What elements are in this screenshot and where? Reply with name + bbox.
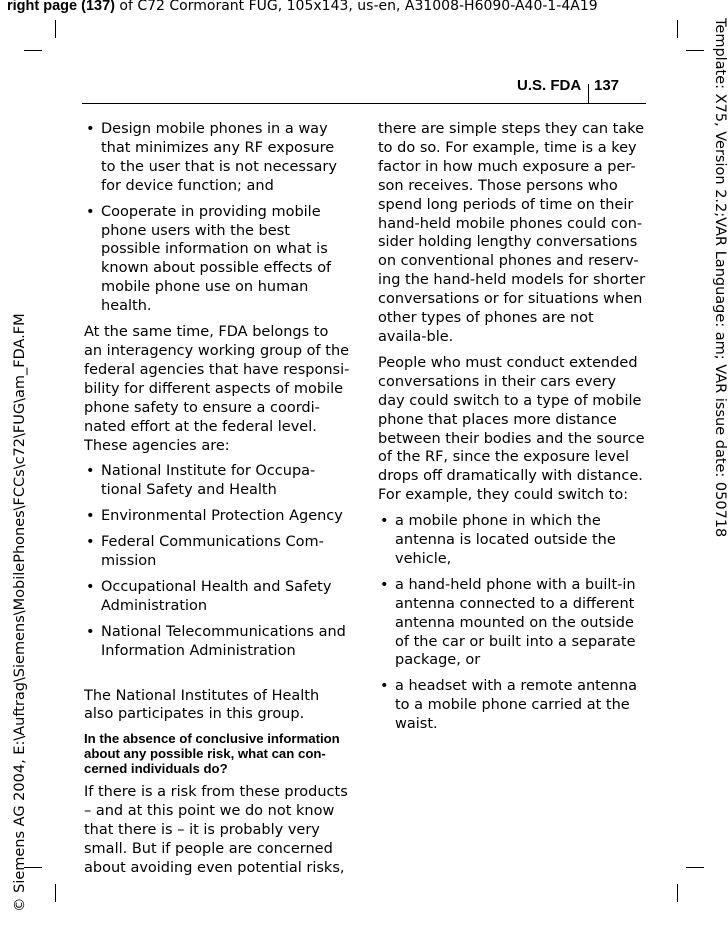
list-item — [84, 203, 350, 316]
list-item-text: National Institute for Occupa-tional Safety and Health — [101, 463, 316, 499]
list-item — [378, 512, 646, 569]
list-item-text: a mobile phone in which the antenna is located outside the vehicle, — [395, 513, 616, 567]
list-item — [84, 578, 350, 616]
list-item — [84, 120, 350, 196]
text-column-right — [378, 120, 646, 741]
paragraph: At the same time, FDA belongs to an interagency working group of the federal agencies that have responsi-bility for different aspects of mobile phone safety to ensure a coordi-nated effort at the federal level. These agencies are: — [84, 324, 350, 454]
list-item — [84, 533, 350, 571]
bullet-icon: • — [86, 508, 95, 525]
list-item-text: Occupational Health and Safety Administration — [101, 578, 332, 614]
bullet-list — [84, 462, 350, 660]
section-title: U.S. FDA — [517, 77, 582, 94]
bullet-icon: • — [86, 121, 95, 137]
text-column-left — [84, 120, 350, 885]
list-item-text: a hand-held phone with a built-in antenna connected to a different antenna mounted on the outside of the car or built into a separate package, or — [395, 576, 636, 669]
list-item-text: Design mobile phones in a way that minimizes any RF exposure to the user that is not necessary for device function; and — [101, 121, 337, 194]
bullet-icon: • — [86, 463, 95, 480]
header-divider — [588, 84, 589, 103]
print-job-line — [7, 0, 598, 14]
bullet-list — [378, 512, 646, 734]
bullet-icon: • — [86, 578, 95, 595]
crop-mark — [55, 20, 56, 38]
question-heading: In the absence of conclusive information about any possible risk, what can con-cerned individuals do? — [84, 731, 340, 777]
bullet-icon: • — [380, 678, 389, 695]
crop-mark — [677, 20, 678, 38]
bullet-icon: • — [380, 576, 389, 593]
paragraph: The National Institutes of Health also participates in this group. — [84, 687, 320, 723]
list-item — [84, 462, 350, 500]
bullet-icon: • — [86, 534, 95, 551]
crop-mark — [677, 884, 678, 902]
list-item-text: Environmental Protection Agency — [101, 508, 343, 525]
bullet-icon: • — [86, 623, 95, 640]
paragraph: If there is a risk from these products – and at this point we do not know that there is – it is probably very small. But if people are concerned about avoiding even potential risks, — [84, 784, 348, 876]
crop-mark — [24, 50, 42, 51]
paragraph: there are simple steps they can take to do so. For example, time is a key factor in how much exposure a per-son receives. Those persons who spend long periods of time on their hand-held mobile phones could con-sider holding lengthy conversations on conventional phones and reserv-ing the hand-held models for shorter conversations or for situations when other types of phones are not availa-ble. — [378, 121, 646, 345]
bullet-icon: • — [380, 513, 389, 530]
left-margin-path — [0, 0, 28, 926]
bullet-icon: • — [86, 203, 95, 220]
paragraph: People who must conduct extended conversations in their cars every day could switch to a type of mobile phone that places more distance between their bodies and the source of the RF, since the exposure level drops off dramatically with distance. For example, they could switch to: — [378, 354, 645, 504]
list-item — [84, 623, 350, 661]
page-position-label: right page (137) — [7, 0, 115, 14]
list-item-text: National Telecommunications and Information Administration — [101, 623, 346, 659]
crop-mark — [55, 884, 56, 902]
right-margin-template — [702, 0, 726, 926]
list-item — [378, 677, 646, 734]
header-rule — [82, 103, 646, 104]
list-item-text: Cooperate in providing mobile phone users with the best possible information on what is known about possible effects of mobile phone use on human health. — [101, 203, 332, 315]
page-number: 137 — [594, 77, 620, 94]
template-info-text: Template: X75, Version 2.2;VAR Language: am; VAR issue date: 050718 — [712, 18, 728, 538]
file-path-text: © Siemens AG 2004, E:\Auftrag\Siemens\MobilePhones\FCCs\c72\FUG\am_FDA.FM — [12, 313, 28, 912]
list-item — [378, 576, 646, 671]
document-reference: of C72 Cormorant FUG, 105x143, us-en, A31008-H6090-A40-1-4A19 — [114, 0, 598, 14]
list-item-text: a headset with a remote antenna to a mobile phone carried at the waist. — [395, 678, 638, 733]
list-item — [84, 507, 350, 526]
list-item-text: Federal Communications Com-mission — [101, 534, 324, 570]
bullet-list — [84, 120, 350, 316]
